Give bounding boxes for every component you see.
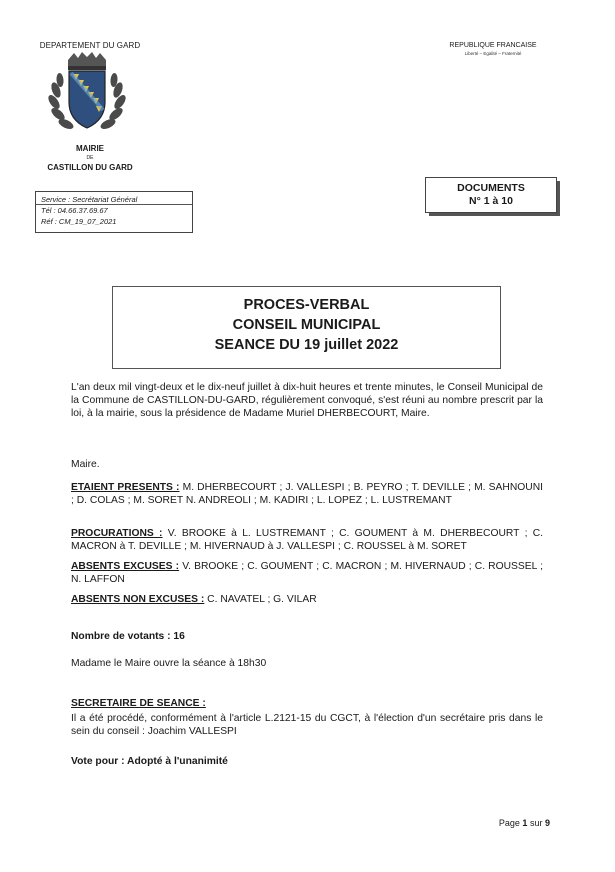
republic-label: REPUBLIQUE FRANCAISE — [449, 42, 537, 49]
page-total: 9 — [544, 818, 550, 828]
maire-paragraph: Maire. — [71, 459, 100, 470]
page-footer — [470, 818, 550, 828]
ouverture-text: Madame le Maire ouvre la séance à 18h30 — [71, 658, 267, 669]
secretaire-paragraph: Il a été procédé, conformément à l'article L.2121-15 du CGCT, à l'élection d'un secrétaire pris dans le sein du conseil : Joachim VALLESPI — [71, 713, 543, 737]
presents-label: ETAIENT PRESENTS : — [71, 482, 180, 493]
title-box — [112, 286, 501, 369]
presents-paragraph — [71, 481, 543, 507]
service-divider — [36, 204, 192, 205]
department-label: DEPARTEMENT DU GARD — [39, 41, 141, 50]
page-sur: sur — [529, 818, 543, 828]
tel-line: Tél : 04.66.37.69.67 — [41, 206, 108, 215]
documents-numbers: N° 1 à 10 — [469, 195, 513, 207]
procurations-label: PROCURATIONS : — [71, 528, 163, 539]
republic-motto: Liberté – Egalité – Fraternité — [464, 51, 522, 56]
non-excuses-paragraph — [71, 593, 543, 606]
title-line-2: CONSEIL MUNICIPAL — [232, 317, 381, 333]
service-line: Service : Secrétariat Général — [41, 195, 138, 204]
non-excuses-list: C. NAVATEL ; G. VILAR — [204, 594, 317, 605]
procurations-paragraph — [71, 527, 543, 553]
page-current: 1 — [522, 818, 528, 828]
title-line-3: SEANCE DU 19 juillet 2022 — [214, 337, 399, 353]
presents-list: M. DHERBECOURT ; J. VALLESPI ; B. PEYRO ; T. DEVILLE ; M. SAHNOUNI ; D. COLAS ; M. SORET N. ANDREOLI ; M. KADIRI ; L. LOPEZ ; L. LUSTREMANT — [71, 482, 543, 506]
procurations-list: V. BROOKE à L. LUSTREMANT ; C. GOUMENT à M. DHERBECOURT ; C. MACRON à T. DEVILLE ; M. HIVERNAUD à J. VALLESPI ; C. ROUSSEL à M. SORET — [71, 528, 544, 552]
secretaire-heading: SECRETAIRE DE SEANCE : — [71, 698, 206, 709]
intro-paragraph: L'an deux mil vingt-deux et le dix-neuf juillet à dix-huit heures et trente minutes, le Conseil Municipal de la Commune de CASTILLON-DU-GARD, régulièrement convoqué, s'est réuni au nombre prescrit par la loi, à la mairie, sous la présidence de Madame Muriel DHERBECOURT, Maire. — [71, 382, 543, 419]
non-excuses-label: ABSENTS NON EXCUSES : — [71, 594, 205, 605]
mairie-label: MAIRIE — [76, 144, 104, 153]
title-line-1: PROCES-VERBAL — [243, 297, 370, 313]
page-word: Page — [498, 818, 520, 828]
commune-label: CASTILLON DU GARD — [47, 163, 133, 172]
documents-label: DOCUMENTS — [457, 182, 525, 194]
de-label: DE — [86, 155, 94, 161]
absents-list: V. BROOKE ; C. GOUMENT ; C. MACRON ; M. HIVERNAUD ; C. ROUSSEL ; N. LAFFON — [71, 561, 543, 585]
ref-line: Réf : CM_19_07_2021 — [41, 217, 117, 226]
documents-box — [425, 177, 557, 213]
coat-of-arms-icon — [42, 50, 132, 140]
documents-box-shadow — [557, 181, 560, 216]
absents-paragraph — [71, 560, 543, 586]
service-box — [35, 191, 193, 233]
votants-count: Nombre de votants : 16 — [71, 631, 185, 642]
absents-label: ABSENTS EXCUSES : — [71, 561, 180, 572]
vote-result: Vote pour : Adopté à l'unanimité — [71, 756, 228, 767]
documents-box-shadow-bottom — [429, 213, 560, 216]
